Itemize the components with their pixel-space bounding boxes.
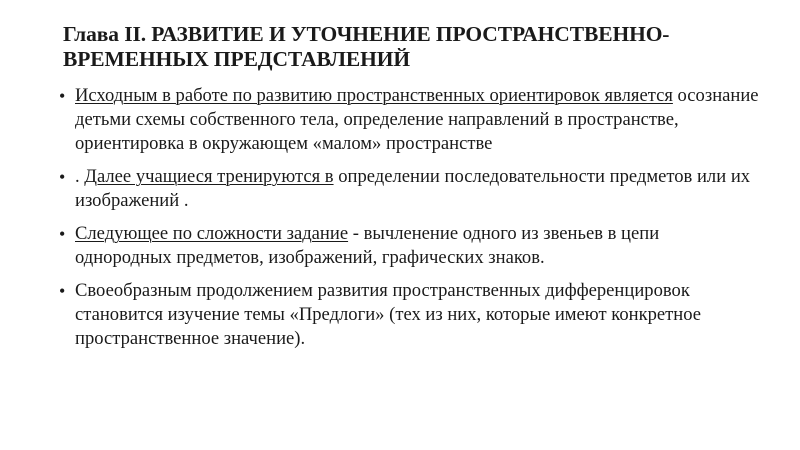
title-line-1: Глава II. РАЗВИТИЕ И УТОЧНЕНИЕ ПРОСТРАНСТВЕННО- (63, 22, 670, 46)
slide-title (63, 22, 763, 72)
bullet-1-text: осознание детьми схемы собственного тела, определение направлений в пространстве, ориентировка в окружающем «малом» пространстве (75, 85, 759, 154)
bullet-2-text: определении последовательности предметов или их изображений . (75, 166, 751, 211)
bullet-item-2 (60, 165, 760, 213)
bullet-3-underlined-text: Следующее по сложности задание (75, 223, 349, 244)
bullet-3-text: - вычленение одного из звеньев в цепи однородных предметов, изображений, графических знаков. (75, 223, 660, 268)
bullet-4-text: Своеобразным продолжением развития пространственных дифференцировок становится изучение темы «Предлоги» (тех из них, которые имеют конкретное пространственное значение). (75, 280, 702, 349)
bullet-item-3 (60, 222, 760, 270)
bullet-2-prefix: . (75, 166, 85, 187)
title-line-2: ВРЕМЕННЫХ ПРЕДСТАВЛЕНИЙ (63, 47, 410, 71)
bullet-list (60, 84, 760, 360)
bullet-item-4 (60, 279, 760, 351)
bullet-item-1 (60, 84, 760, 156)
bullet-2-underlined-text: Далее учащиеся тренируются в (84, 166, 334, 187)
bullet-1-underlined-text: Исходным в работе по развитию пространственных ориентировок является (75, 85, 673, 106)
